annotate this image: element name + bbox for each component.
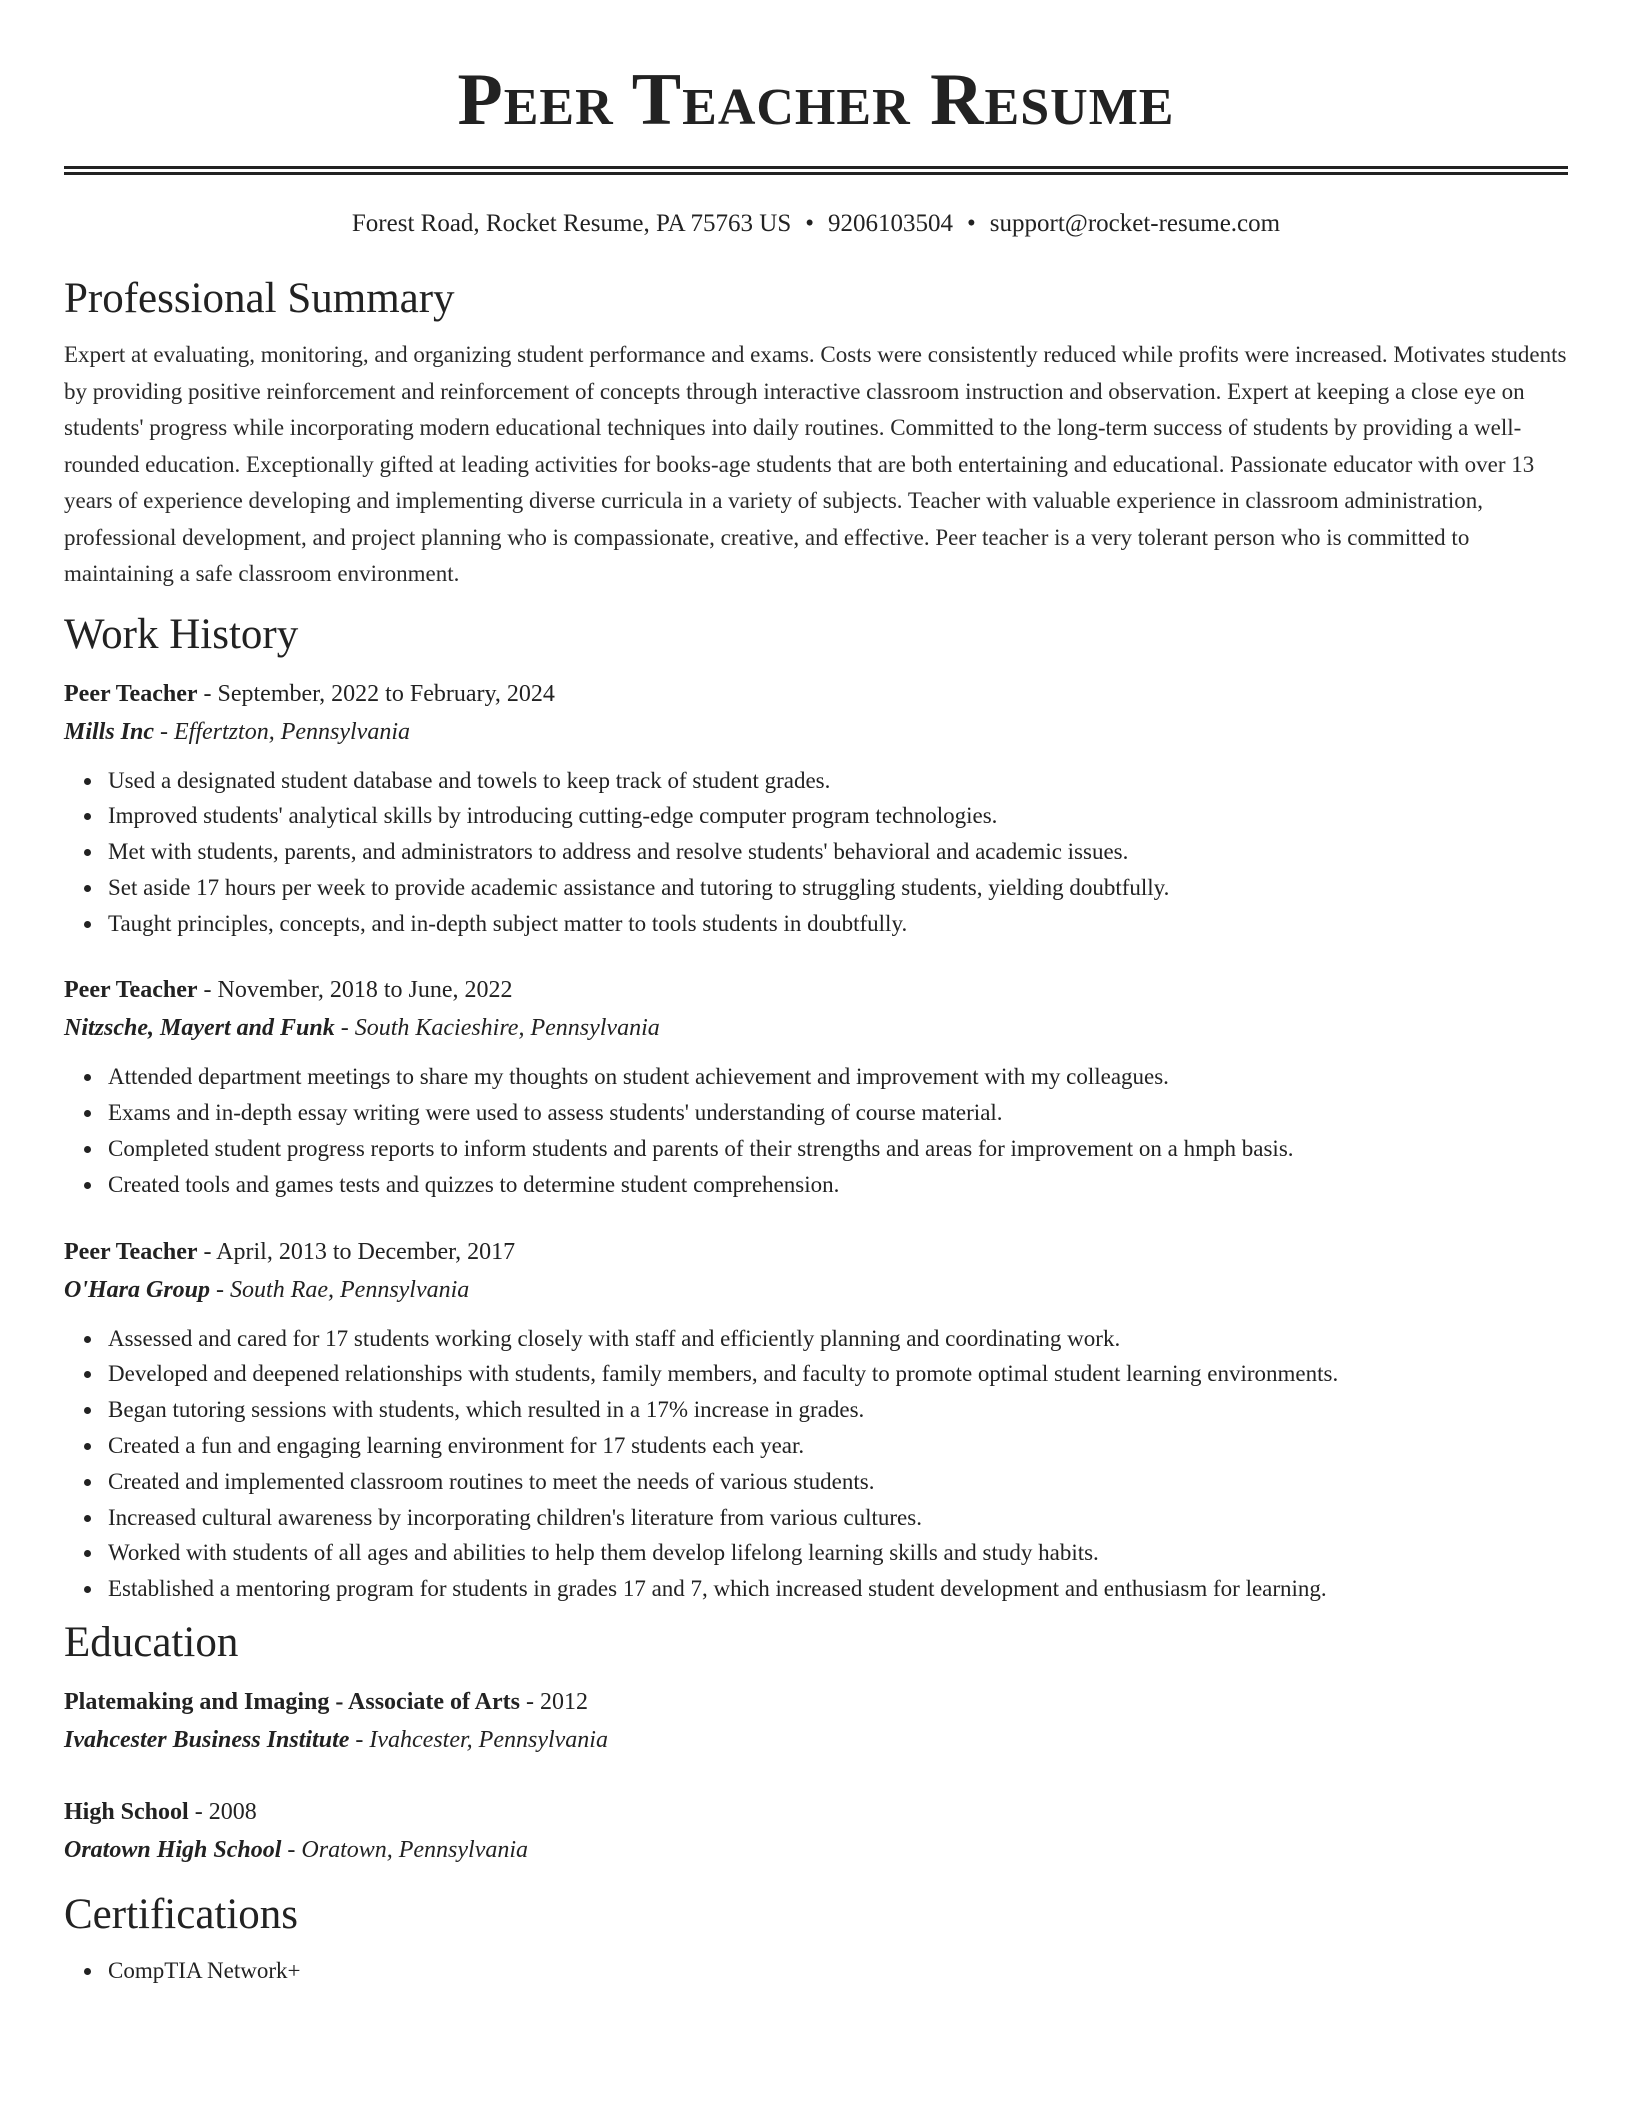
employer-name: O'Hara Group xyxy=(64,1276,211,1303)
school-location: - Ivahcester, Pennsylvania xyxy=(349,1727,608,1754)
contact-email: support@rocket-resume.com xyxy=(989,210,1281,237)
list-item: Completed student progress reports to inform students and parents of their strengths and areas for improvement on a hmph basis. xyxy=(108,1131,1568,1167)
school-line xyxy=(64,1831,1568,1869)
list-item: Worked with students of all ages and abilities to help them develop lifelong learning skills and study habits. xyxy=(108,1535,1568,1571)
school-location: - Oratown, Pennsylvania xyxy=(281,1837,529,1864)
contact-separator: • xyxy=(805,210,815,237)
degree-line xyxy=(64,1793,1568,1831)
job-entry xyxy=(64,1233,1568,1607)
list-item: Exams and in-depth essay writing were used to assess students' understanding of course material. xyxy=(108,1095,1568,1131)
contact-separator: • xyxy=(967,210,976,237)
list-item: Began tutoring sessions with students, which resulted in a 17% increase in grades. xyxy=(108,1392,1568,1428)
education-heading: Education xyxy=(64,1619,239,1667)
list-item: Improved students' analytical skills by introducing cutting-edge computer program technologies. xyxy=(108,798,1568,834)
employer-name: Nitzsche, Mayert and Funk xyxy=(64,1015,335,1042)
employer-line xyxy=(64,1009,1568,1047)
list-item: Created a fun and engaging learning environment for 17 students each year. xyxy=(108,1428,1568,1464)
employer-line xyxy=(64,713,1568,751)
list-item: Developed and deepened relationships with students, family members, and faculty to promote optimal student learning environments. xyxy=(108,1356,1568,1392)
job-entry xyxy=(64,675,1568,942)
job-dates: - September, 2022 to February, 2024 xyxy=(197,680,555,707)
degree-name: High School xyxy=(64,1799,189,1826)
job-title-line xyxy=(64,1233,1568,1271)
list-item: Used a designated student database and towels to keep track of student grades. xyxy=(108,763,1568,799)
list-item: Established a mentoring program for students in grades 17 and 7, which increased student development and enthusiasm for learning. xyxy=(108,1571,1568,1607)
school-name: Ivahcester Business Institute xyxy=(64,1727,350,1754)
job-title-line xyxy=(64,675,1568,713)
job-bullets xyxy=(64,1059,1568,1202)
employer-location: - Effertzton, Pennsylvania xyxy=(154,718,410,745)
contact-phone: 9206103504 xyxy=(828,210,954,237)
certifications-heading: Certifications xyxy=(64,1891,299,1939)
title-divider xyxy=(64,166,1568,175)
employer-line xyxy=(64,1271,1568,1309)
list-item: Created and implemented classroom routines to meet the needs of various students. xyxy=(108,1464,1568,1500)
degree-year: - 2012 xyxy=(520,1689,588,1716)
employer-location: - South Rae, Pennsylvania xyxy=(210,1276,470,1303)
degree-name: Platemaking and Imaging - Associate of Arts xyxy=(64,1689,520,1716)
employer-location: - South Kacieshire, Pennsylvania xyxy=(334,1015,660,1042)
job-dates: - April, 2013 to December, 2017 xyxy=(197,1238,516,1265)
list-item: Set aside 17 hours per week to provide academic assistance and tutoring to struggling students, yielding doubtfully. xyxy=(108,870,1568,906)
school-name: Oratown High School xyxy=(64,1837,282,1864)
job-bullets xyxy=(64,1321,1568,1607)
degree-line xyxy=(64,1683,1568,1721)
school-line xyxy=(64,1721,1568,1759)
job-title: Peer Teacher xyxy=(64,680,198,707)
list-item: Met with students, parents, and administrators to address and resolve students' behavioral and academic issues. xyxy=(108,834,1568,870)
list-item: Attended department meetings to share my thoughts on student achievement and improvement with my colleagues. xyxy=(108,1059,1568,1095)
job-bullets xyxy=(64,763,1568,942)
job-title: Peer Teacher xyxy=(64,1238,198,1265)
summary-heading: Professional Summary xyxy=(64,275,455,322)
job-dates: - November, 2018 to June, 2022 xyxy=(197,977,513,1004)
degree-year: - 2008 xyxy=(188,1799,257,1826)
employer-name: Mills Inc xyxy=(64,718,155,745)
list-item: CompTIA Network+ xyxy=(108,1953,1568,1989)
education-entry xyxy=(64,1793,1568,1869)
resume-title: Peer Teacher Resume xyxy=(457,59,1175,141)
education-entry xyxy=(64,1683,1568,1759)
list-item: Taught principles, concepts, and in-depth subject matter to tools students in doubtfully. xyxy=(108,906,1568,942)
job-title: Peer Teacher xyxy=(64,977,198,1004)
contact-line xyxy=(64,207,1568,241)
certifications-list xyxy=(64,1953,1568,1989)
list-item: Created tools and games tests and quizzes to determine student comprehension. xyxy=(108,1167,1568,1203)
contact-address: Forest Road, Rocket Resume, PA 75763 US xyxy=(351,210,792,237)
list-item: Assessed and cared for 17 students working closely with staff and efficiently planning and coordinating work. xyxy=(108,1321,1568,1357)
job-entry xyxy=(64,971,1568,1202)
job-title-line xyxy=(64,971,1568,1009)
list-item: Increased cultural awareness by incorporating children's literature from various cultures. xyxy=(108,1500,1568,1536)
work-history-heading: Work History xyxy=(64,610,299,658)
summary-text: Expert at evaluating, monitoring, and organizing student performance and exams. Costs were consistently reduced while profits were increased. Motivates students by providing positive reinforcement and reinforcement of concepts through interactive classroom instruction and observation. Expert at keeping a close eye on students' progress while incorporating modern educational techniques into daily routines. Committed to the long-term success of students by providing a well-rounded education. Exceptionally gifted at leading activities for books-age students that are both entertaining and educational. Passionate educator with over 13 years of experience developing and implementing diverse curricula in a variety of subjects. Teacher with valuable experience in classroom administration, professional development, and project planning who is compassionate, creative, and effective. Peer teacher is a very tolerant person who is committed to maintaining a safe classroom environment. xyxy=(64,342,1567,586)
